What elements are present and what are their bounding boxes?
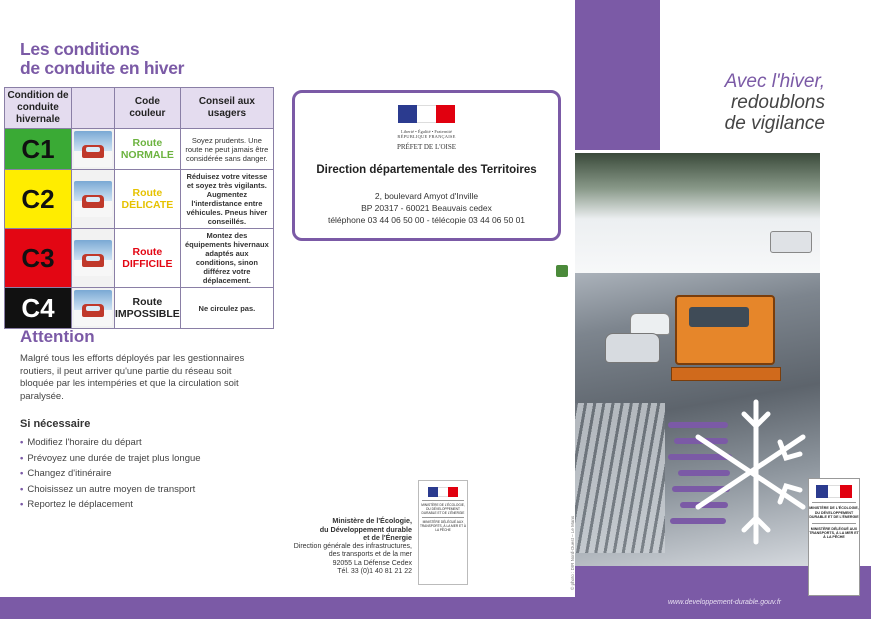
car	[605, 333, 660, 363]
table-row	[5, 288, 274, 329]
route-label: Route	[132, 246, 163, 258]
cover-ministry-logo	[808, 478, 860, 596]
logo-ministry-a: MINISTÈRE DE L'ÉCOLOGIE, DU DÉVELOPPEMENT DURABLE ET DE L'ÉNERGIE	[421, 503, 465, 515]
title-line-2: de conduite en hiver	[20, 58, 185, 78]
snowplow	[675, 295, 775, 365]
list-item: • Prévoyez une durée de trajet plus longue	[20, 451, 201, 467]
dg-line: Direction générale des infrastructures,	[293, 542, 412, 550]
car-in-snow-icon	[74, 290, 112, 326]
photo-credit-text: © photo : DIR Nord-Ouest – Le Mans	[570, 515, 575, 590]
marianne-flag-icon	[816, 485, 852, 498]
snowflake-icon	[668, 392, 808, 552]
logo-ministry-b: MINISTÈRE DÉLÉGUÉ AUX TRANSPORTS, À LA MER ET À LA PÊCHE	[419, 520, 467, 532]
list-item: • Changez d'itinéraire	[20, 466, 201, 482]
list-item: • Modifiez l'horaire du départ	[20, 435, 201, 451]
table-row	[5, 229, 274, 288]
header-code-couleur: Code couleur	[115, 88, 181, 129]
logo-ministry-a: MINISTÈRE DE L'ÉCOLOGIE, DU DÉVELOPPEMENT DURABLE ET DE L'ÉNERGIE	[809, 506, 859, 520]
ministry-line: du Développement durable	[319, 524, 412, 534]
marianne-flag-icon	[398, 105, 456, 123]
color-code-cell	[115, 229, 181, 288]
cover-title-line: de vigilance	[724, 113, 825, 134]
van	[770, 231, 812, 253]
marianne-flag-icon	[428, 487, 458, 497]
attention-paragraph: Malgré tous les efforts déployés par les gestionnaires routiers, il peut arriver qu'une partie du réseau soit bloquée par les intempéries et que la circulation soit paralysée.	[20, 353, 245, 402]
condition-illustration	[72, 229, 115, 288]
condition-code: C2	[5, 170, 72, 229]
snowflake-graphic-icon	[668, 392, 808, 552]
table-header-row	[5, 88, 274, 129]
advice-cell: Soyez prudents. Une route ne peut jamais être considérée sans danger.	[180, 129, 273, 170]
title-line-1: Les conditions	[20, 39, 140, 59]
route-label: Route	[132, 296, 163, 308]
condition-code: C3	[5, 229, 72, 288]
website-link[interactable]: www.developpement-durable.gouv.fr	[668, 599, 782, 606]
list-item: • Choisissez un autre moyen de transport	[20, 482, 201, 498]
section-title	[20, 40, 184, 78]
table-row	[5, 129, 274, 170]
city-line: 92055 La Défense Cedex	[332, 559, 412, 567]
advice-cell: Ne circulez pas.	[180, 288, 273, 329]
prefet-label: PRÉFET DE L'OISE	[396, 143, 457, 151]
conditions-table	[4, 87, 274, 329]
address-block	[295, 190, 558, 226]
advice-cell: Réduisez votre vitesse et soyez très vigilants. Augmentez l'interdistance entre véhicules. Pneus hiver conseillés.	[180, 170, 273, 229]
si-necessaire-heading: Si nécessaire	[20, 418, 91, 430]
color-code-cell	[115, 129, 181, 170]
photo-credit	[561, 190, 573, 590]
route-label: Route	[132, 187, 163, 199]
condition-illustration	[72, 129, 115, 170]
guardrail	[575, 403, 665, 553]
address-line: 2, boulevard Amyot d'Inville	[374, 191, 479, 201]
conditions-table-body	[5, 129, 274, 329]
condition-illustration	[72, 170, 115, 229]
advice-cell: Montez des équipements hivernaux adaptés aux conditions, sinon différez votre déplacement.	[180, 229, 273, 288]
cover-title-line: Avec l'hiver,	[724, 71, 825, 92]
address-box	[292, 90, 561, 241]
car-in-snow-icon	[74, 240, 112, 276]
list-item: • Reportez le déplacement	[20, 497, 201, 513]
route-state: NORMALE	[120, 149, 174, 161]
route-state: DIFFICILE	[122, 258, 173, 270]
header-condition: Condition de conduite hivernale	[5, 88, 72, 129]
republique-label: RÉPUBLIQUE FRANÇAISE	[397, 134, 456, 139]
address-line: BP 20317 - 60021 Beauvais cedex	[361, 203, 492, 213]
dg-line: des transports et de la mer	[328, 551, 412, 558]
snowy-hill	[575, 153, 820, 273]
color-code-cell	[115, 288, 181, 329]
header-conseil: Conseil aux usagers	[180, 88, 273, 129]
tel-line: Tél. 33 (0)1 40 81 21 22	[337, 568, 412, 575]
car-in-snow-icon	[74, 181, 112, 217]
route-state: DÉLICATE	[121, 199, 174, 211]
direction-name: Direction départementale des Territoires	[316, 164, 537, 176]
route-label: Route	[132, 137, 163, 149]
car	[630, 313, 670, 335]
republic-motto: Liberté • Égalité • Fraternité	[401, 129, 452, 134]
condition-code: C1	[5, 129, 72, 170]
table-row	[5, 170, 274, 229]
route-state: IMPOSSIBLE	[115, 308, 180, 320]
advice-list	[20, 435, 201, 513]
header-image	[72, 88, 115, 129]
snowplow-blade	[671, 367, 781, 381]
attention-heading: Attention	[20, 327, 95, 346]
condition-code: C4	[5, 288, 72, 329]
color-code-cell	[115, 170, 181, 229]
address-line: téléphone 03 44 06 50 00 - télécopie 03 44 06 50 01	[327, 215, 526, 225]
logo-ministry-b: MINISTÈRE DÉLÉGUÉ AUX TRANSPORTS, À LA MER ET À LA PÊCHE	[809, 526, 859, 540]
ministry-logo	[418, 480, 468, 585]
condition-illustration	[72, 288, 115, 329]
cover-title-line: redoublons	[730, 92, 825, 113]
ministry-line: et de l'Énergie	[363, 533, 412, 542]
ministry-contact	[287, 517, 412, 577]
cover-title	[640, 71, 825, 134]
car-in-snow-icon	[74, 131, 112, 167]
ministry-line: Ministère de l'Écologie,	[332, 516, 412, 525]
